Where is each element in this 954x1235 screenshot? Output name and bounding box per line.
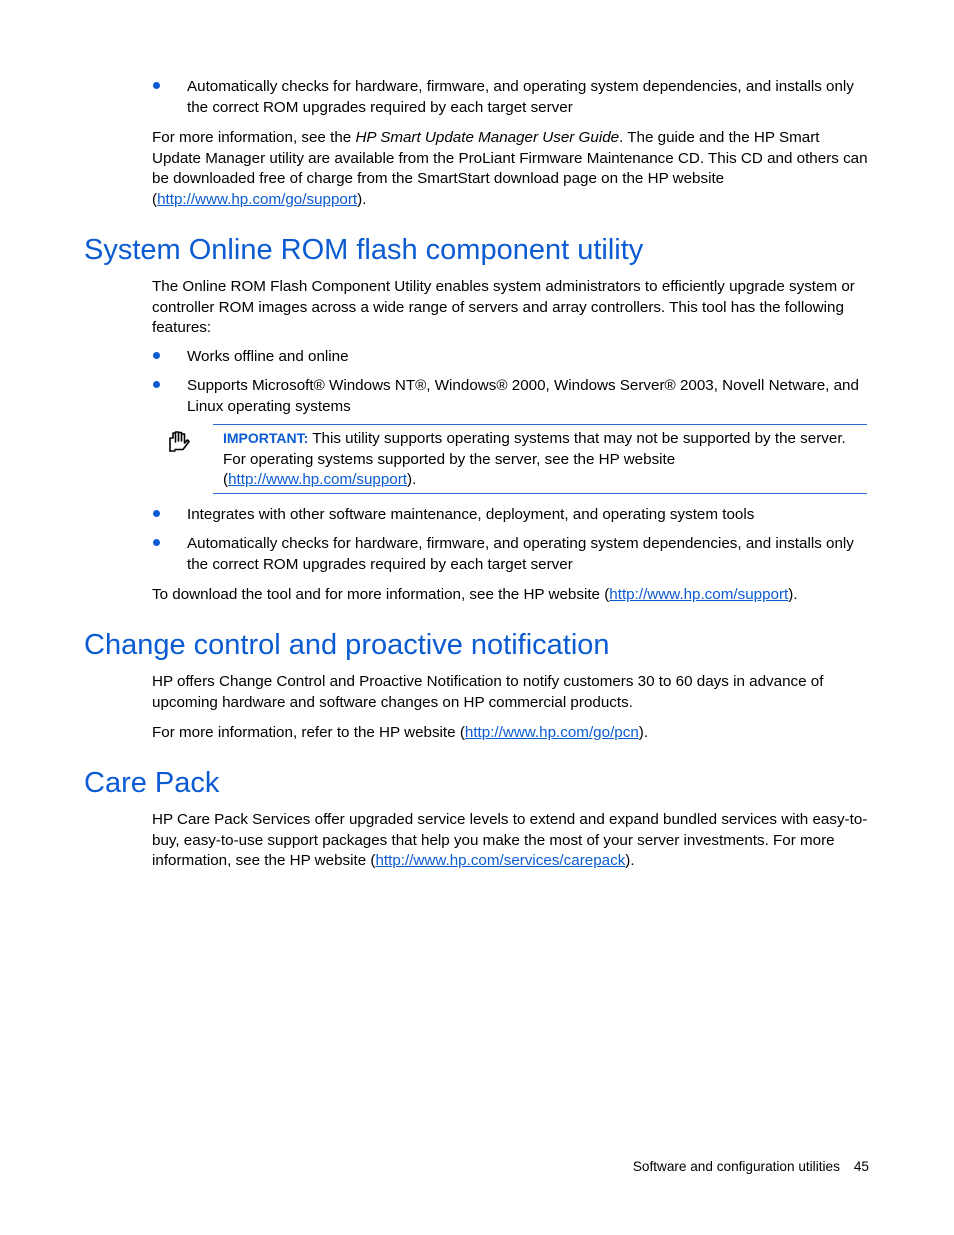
section-heading-care-pack: Care Pack bbox=[84, 767, 220, 799]
guide-title: HP Smart Update Manager User Guide bbox=[355, 129, 620, 146]
change-control-paragraph: HP offers Change Control and Proactive Notification to notify customers 30 to 60 days in advance of upcoming hardware and software changes on HP commercial products. bbox=[152, 673, 824, 711]
list-item: Works offline and online bbox=[152, 347, 868, 368]
list-item bbox=[152, 77, 868, 118]
list-item: Integrates with other software maintenance, deployment, and operating system tools bbox=[152, 505, 868, 526]
important-label: IMPORTANT: bbox=[223, 430, 309, 446]
page-footer bbox=[633, 1158, 869, 1176]
bullet-icon bbox=[153, 381, 160, 388]
bullet-icon bbox=[153, 539, 160, 546]
section-heading-rom-flash: System Online ROM flash component utility bbox=[84, 234, 644, 266]
list-item: Supports Microsoft® Windows NT®, Windows® 2000, Windows Server® 2003, Novell Netware, and Linux operating systems bbox=[152, 376, 868, 417]
care-pack-paragraph: HP Care Pack Services offer upgraded service levels to extend and expand bundled services with easy-to-buy, easy-to-use support packages that help you make the most of your server investments. For more information, see the HP website (http://www.hp.com/services/carepack). bbox=[152, 811, 868, 870]
pcn-link[interactable]: http://www.hp.com/go/pcn bbox=[464, 724, 639, 741]
support-link[interactable]: http://www.hp.com/go/support bbox=[157, 190, 358, 208]
footer-title: Software and configuration utilities bbox=[632, 1159, 840, 1174]
important-note-text: IMPORTANT: This utility supports operating systems that may not be supported by the server. For operating systems supported by the server, see the HP website (http://www.hp.com/support). bbox=[223, 430, 846, 489]
bullet-icon bbox=[153, 352, 160, 359]
support-link[interactable]: http://www.hp.com/support bbox=[228, 471, 408, 489]
bullet-icon bbox=[153, 510, 160, 517]
pcn-paragraph: For more information, refer to the HP website (http://www.hp.com/go/pcn). bbox=[152, 724, 649, 741]
top-bullet-list bbox=[152, 77, 868, 127]
rom-intro-paragraph: The Online ROM Flash Component Utility enables system administrators to efficiently upgrade system or controller ROM images across a wide range of servers and array controllers. This tool has the following features: bbox=[152, 278, 855, 337]
important-note bbox=[213, 424, 867, 494]
rom-features-list bbox=[152, 347, 868, 426]
important-hand-icon bbox=[167, 429, 191, 453]
bullet-icon bbox=[153, 82, 160, 89]
section-heading-change-control: Change control and proactive notification bbox=[84, 629, 610, 661]
bullet-text: Automatically checks for hardware, firmware, and operating system dependencies, and installs only the correct ROM upgrades required by each target server bbox=[187, 78, 854, 116]
page-number: 45 bbox=[853, 1159, 869, 1174]
rom-features-list-continued bbox=[152, 505, 868, 584]
more-info-paragraph: For more information, see the HP Smart Update Manager User Guide. The guide and the HP Smart Update Manager utility are available from the ProLiant Firmware Maintenance CD. This CD and others can be downloaded free of charge from the SmartStart download page on the HP website (http://www.hp.com/go/support). bbox=[152, 129, 868, 208]
download-paragraph: To download the tool and for more information, see the HP website (http://www.hp.com/support). bbox=[152, 586, 798, 603]
list-item: Automatically checks for hardware, firmware, and operating system dependencies, and installs only the correct ROM upgrades required by each target server bbox=[152, 534, 868, 575]
carepack-link[interactable]: http://www.hp.com/services/carepack bbox=[375, 852, 626, 870]
support-link[interactable]: http://www.hp.com/support bbox=[609, 586, 789, 603]
